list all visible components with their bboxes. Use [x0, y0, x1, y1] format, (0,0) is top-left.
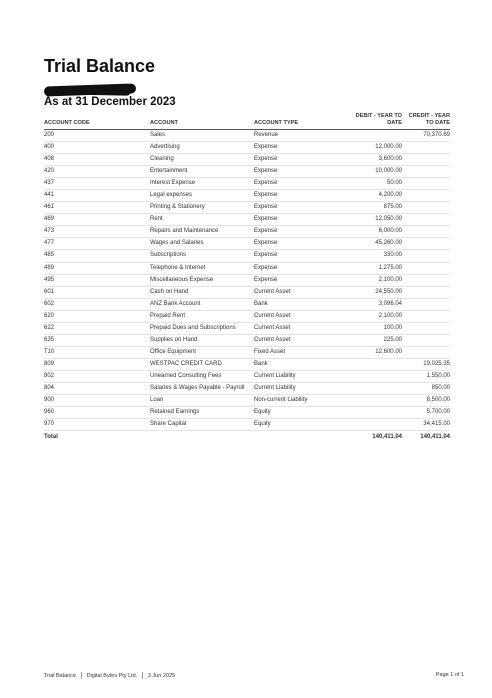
account-type-cell: Current Liability	[254, 370, 344, 382]
account-name-cell: ANZ Bank Account	[150, 298, 254, 310]
account-name-cell: Advertising	[150, 142, 254, 154]
credit-amount-cell: 5,700.00	[402, 407, 450, 419]
account-code-cell: 485	[44, 250, 150, 262]
account-code-cell: 461	[44, 202, 150, 214]
table-row	[44, 142, 450, 154]
credit-amount-cell: 850.00	[402, 382, 450, 394]
table-row	[44, 166, 450, 178]
account-name-cell: Salaries & Wages Payable - Payroll	[150, 382, 254, 394]
table-row	[44, 262, 450, 274]
table-row	[44, 382, 450, 394]
account-type-cell: Expense	[254, 226, 344, 238]
footer-company-name: Digital Bytes Pty Ltd.	[86, 672, 138, 679]
account-type-cell: Expense	[254, 154, 344, 166]
credit-amount-cell: 1,550.00	[402, 370, 450, 382]
footer-divider	[142, 672, 143, 679]
account-code-cell: 809	[44, 358, 150, 370]
debit-amount-cell: 875.00	[344, 202, 402, 214]
credit-amount-cell	[402, 262, 450, 274]
credit-amount-cell	[402, 310, 450, 322]
account-code-cell: 620	[44, 310, 150, 322]
account-name-cell: Prepaid Dues and Subscriptions	[150, 322, 254, 334]
debit-amount-cell: 2,100.00	[344, 274, 402, 286]
account-name-cell: Miscellaneous Expense	[150, 274, 254, 286]
table-header-row	[44, 112, 450, 130]
debit-amount-cell: 100.00	[344, 322, 402, 334]
account-name-cell: Prepaid Rent	[150, 310, 254, 322]
account-name-cell: Retained Earnings	[150, 407, 254, 419]
debit-amount-cell: 330.00	[344, 250, 402, 262]
table-row	[44, 322, 450, 334]
account-type-cell: Revenue	[254, 130, 344, 142]
debit-amount-cell	[344, 370, 402, 382]
account-code-cell: 408	[44, 154, 150, 166]
account-name-cell: Loan	[150, 395, 254, 407]
account-code-cell: 635	[44, 334, 150, 346]
credit-amount-cell: 70,370.69	[402, 130, 450, 142]
footer-date: 3 Jun 2025	[147, 672, 176, 679]
account-type-cell: Current Asset	[254, 334, 344, 346]
account-code-cell: 441	[44, 190, 150, 202]
account-name-cell: Wages and Salaries	[150, 238, 254, 250]
table-body	[44, 130, 450, 431]
account-name-cell: Subscriptions	[150, 250, 254, 262]
account-code-cell: 420	[44, 166, 150, 178]
total-spacer	[150, 431, 254, 444]
account-code-cell: 601	[44, 286, 150, 298]
table-row	[44, 178, 450, 190]
table-row	[44, 250, 450, 262]
debit-amount-cell	[344, 407, 402, 419]
credit-amount-cell: 8,500.00	[402, 395, 450, 407]
column-header-debit: DEBIT - YEAR TO DATE	[344, 112, 402, 130]
footer-left	[44, 672, 175, 679]
account-type-cell: Expense	[254, 178, 344, 190]
account-code-cell: 469	[44, 214, 150, 226]
account-code-cell: T10	[44, 346, 150, 358]
account-code-cell: 495	[44, 274, 150, 286]
account-type-cell: Expense	[254, 274, 344, 286]
account-code-cell: 960	[44, 407, 150, 419]
account-name-cell: Interest Expense	[150, 178, 254, 190]
account-code-cell: 802	[44, 370, 150, 382]
debit-amount-cell: 45,260.00	[344, 238, 402, 250]
account-type-cell: Current Asset	[254, 286, 344, 298]
credit-amount-cell: 34,415.00	[402, 419, 450, 431]
debit-amount-cell	[344, 419, 402, 431]
column-header-credit: CREDIT - YEAR TO DATE	[402, 112, 450, 130]
column-header-account-code: ACCOUNT CODE	[44, 112, 150, 130]
credit-amount-cell	[402, 346, 450, 358]
debit-amount-cell: 3,096.04	[344, 298, 402, 310]
account-code-cell: 400	[44, 142, 150, 154]
debit-amount-cell	[344, 395, 402, 407]
account-name-cell: WESTPAC CREDIT CARD	[150, 358, 254, 370]
credit-amount-cell	[402, 274, 450, 286]
table-row	[44, 395, 450, 407]
account-type-cell: Expense	[254, 190, 344, 202]
debit-amount-cell: 4,200.00	[344, 190, 402, 202]
table-row	[44, 407, 450, 419]
table-row	[44, 334, 450, 346]
debit-amount-cell: 24,550.00	[344, 286, 402, 298]
table-row	[44, 346, 450, 358]
table-row	[44, 298, 450, 310]
trial-balance-table	[44, 112, 450, 443]
table-row	[44, 214, 450, 226]
account-code-cell: 200	[44, 130, 150, 142]
credit-amount-cell: 19,025.35	[402, 358, 450, 370]
credit-amount-cell	[402, 142, 450, 154]
credit-amount-cell	[402, 238, 450, 250]
account-name-cell: Sales	[150, 130, 254, 142]
debit-amount-cell: 2,100.00	[344, 310, 402, 322]
footer-page-number: Page 1 of 1	[435, 672, 464, 678]
table-row	[44, 274, 450, 286]
debit-amount-cell: 12,000.00	[344, 142, 402, 154]
debit-amount-cell: 1,275.00	[344, 262, 402, 274]
column-header-account: ACCOUNT	[150, 112, 254, 130]
table-row	[44, 286, 450, 298]
total-spacer	[254, 431, 344, 444]
debit-amount-cell: 10,000.00	[344, 166, 402, 178]
table-row	[44, 154, 450, 166]
account-name-cell: Telephone & Internet	[150, 262, 254, 274]
account-name-cell: Unearned Consulting Fees	[150, 370, 254, 382]
credit-amount-cell	[402, 226, 450, 238]
table-row	[44, 238, 450, 250]
credit-amount-cell	[402, 154, 450, 166]
account-type-cell: Fixed Asset	[254, 346, 344, 358]
credit-amount-cell	[402, 166, 450, 178]
total-credit: 140,411.04	[402, 431, 450, 444]
debit-amount-cell	[344, 382, 402, 394]
account-type-cell: Current Asset	[254, 322, 344, 334]
account-type-cell: Current Liability	[254, 382, 344, 394]
account-name-cell: Cleaning	[150, 154, 254, 166]
account-code-cell: 473	[44, 226, 150, 238]
account-type-cell: Equity	[254, 407, 344, 419]
account-name-cell: Cash on Hand	[150, 286, 254, 298]
account-name-cell: Printing & Stationery	[150, 202, 254, 214]
total-debit: 140,411.04	[344, 431, 402, 444]
debit-amount-cell: 225.00	[344, 334, 402, 346]
table-row	[44, 358, 450, 370]
footer-divider	[81, 672, 82, 679]
table-row	[44, 190, 450, 202]
page-footer	[44, 672, 464, 682]
account-code-cell: 489	[44, 262, 150, 274]
credit-amount-cell	[402, 286, 450, 298]
debit-amount-cell: 50.00	[344, 178, 402, 190]
account-name-cell: Entertainment	[150, 166, 254, 178]
debit-amount-cell	[344, 130, 402, 142]
account-type-cell: Current Asset	[254, 310, 344, 322]
report-date-subtitle: As at 31 December 2023	[44, 96, 176, 108]
footer-report-name: Trial Balance	[44, 672, 76, 679]
debit-amount-cell: 3,600.00	[344, 154, 402, 166]
credit-amount-cell	[402, 334, 450, 346]
total-label: Total	[44, 431, 150, 444]
credit-amount-cell	[402, 202, 450, 214]
account-type-cell: Bank	[254, 298, 344, 310]
page-title: Trial Balance	[44, 56, 156, 76]
account-type-cell: Expense	[254, 166, 344, 178]
column-header-account-type: ACCOUNT TYPE	[254, 112, 344, 130]
account-type-cell: Expense	[254, 142, 344, 154]
account-code-cell: 437	[44, 178, 150, 190]
account-type-cell: Expense	[254, 202, 344, 214]
table-row	[44, 226, 450, 238]
account-name-cell: Repairs and Maintenance	[150, 226, 254, 238]
debit-amount-cell: 12,600.00	[344, 346, 402, 358]
credit-amount-cell	[402, 322, 450, 334]
table-row	[44, 130, 450, 142]
credit-amount-cell	[402, 190, 450, 202]
account-type-cell: Expense	[254, 214, 344, 226]
credit-amount-cell	[402, 250, 450, 262]
account-type-cell: Expense	[254, 262, 344, 274]
credit-amount-cell	[402, 178, 450, 190]
account-code-cell: 622	[44, 322, 150, 334]
account-name-cell: Supplies on Hand	[150, 334, 254, 346]
table-row	[44, 202, 450, 214]
account-type-cell: Equity	[254, 419, 344, 431]
account-type-cell: Expense	[254, 250, 344, 262]
credit-amount-cell	[402, 298, 450, 310]
table-row	[44, 419, 450, 431]
account-type-cell: Non-current Liability	[254, 395, 344, 407]
account-code-cell: 804	[44, 382, 150, 394]
account-name-cell: Share Capital	[150, 419, 254, 431]
account-code-cell: 900	[44, 395, 150, 407]
account-code-cell: 602	[44, 298, 150, 310]
table-row	[44, 370, 450, 382]
account-name-cell: Rent	[150, 214, 254, 226]
debit-amount-cell	[344, 358, 402, 370]
debit-amount-cell: 6,000.00	[344, 226, 402, 238]
table-row	[44, 310, 450, 322]
credit-amount-cell	[402, 214, 450, 226]
account-name-cell: Office Equipment	[150, 346, 254, 358]
redacted-company-name	[44, 83, 136, 96]
total-row	[44, 431, 450, 444]
account-code-cell: 970	[44, 419, 150, 431]
account-code-cell: 477	[44, 238, 150, 250]
account-name-cell: Legal expenses	[150, 190, 254, 202]
account-type-cell: Bank	[254, 358, 344, 370]
debit-amount-cell: 12,050.00	[344, 214, 402, 226]
account-type-cell: Expense	[254, 238, 344, 250]
